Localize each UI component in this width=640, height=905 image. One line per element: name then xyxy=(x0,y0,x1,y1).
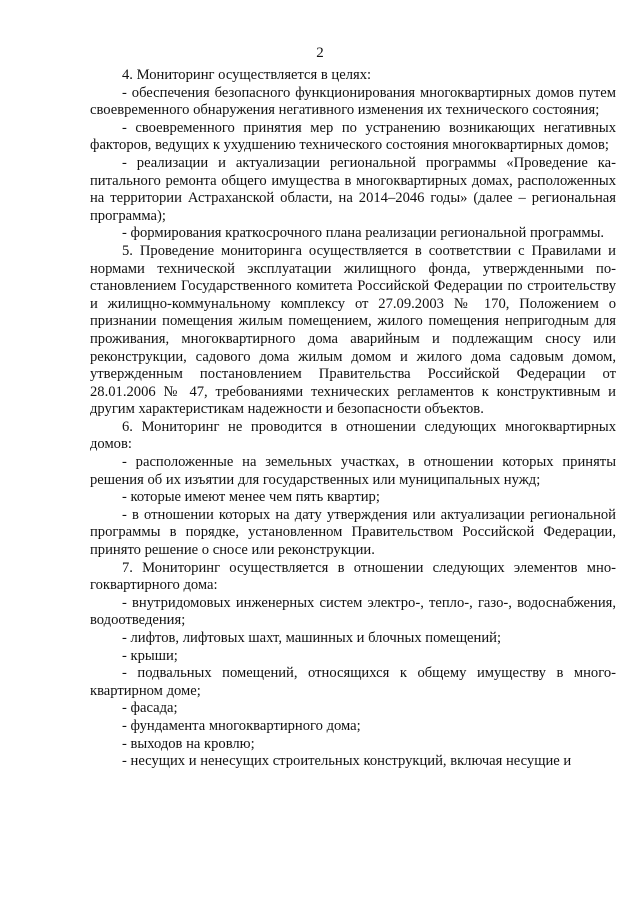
paragraph: 7. Мониторинг осуществляется в отношении следующих элементов многоквартирного дома: xyxy=(90,559,616,594)
list-item: - реализации и актуализации региональной программы «Проведение капитального ремонта общего имущества в многоквартирных домах, расположенных на территории Астраханской области, на 2014–2046 годы» (далее – региональная программа); xyxy=(90,154,616,224)
list-item: - внутридомовых инженерных систем электро-, тепло-, газо-, водоснабжения, водоотведения; xyxy=(90,594,616,629)
list-item: - фасада; xyxy=(122,700,178,717)
paragraph: 6. Мониторинг не проводится в отношении следующих многоквартирных домов: xyxy=(90,418,616,453)
paragraph: 4. Мониторинг осуществляется в целях: xyxy=(122,67,372,83)
list-item: - подвальных помещений, относящихся к общему имуществу в многоквартирном доме; xyxy=(90,665,616,699)
document-body xyxy=(90,67,616,771)
list-item: - крыши; xyxy=(122,647,178,664)
page-number: 2 xyxy=(316,45,324,61)
list-item: - выходов на кровлю; xyxy=(122,735,255,752)
list-item: - формирования краткосрочного плана реализации региональной программы. xyxy=(122,225,605,242)
list-item: - обеспечения безопасного функционирования многоквартирных домов путем своевременного обнаружения негативного изменения их технического состояния; xyxy=(90,84,616,119)
list-item: - несущих и ненесущих строительных конструкций, включая несущие и xyxy=(122,753,572,770)
list-item: - расположенные на земельных участках, в отношении которых приняты решения об их изъятии для государственных или муниципальных нужд; xyxy=(90,454,616,488)
list-item: - лифтов, лифтовых шахт, машинных и блочных помещений; xyxy=(122,630,502,646)
list-item: - в отношении которых на дату утверждения или актуализации региональной программы в порядке, установленном Правительством Российской Федерации, принято решение о сносе или реконструкции. xyxy=(90,506,616,559)
list-item: - своевременного принятия мер по устранению возникающих негативных факторов, ведущих к ухудшению технического состояния многоквартирных домов; xyxy=(90,119,616,154)
list-item: - которые имеют менее чем пять квартир; xyxy=(122,489,380,506)
list-item: - фундамента многоквартирного дома; xyxy=(122,717,361,734)
paragraph: 5. Проведение мониторинга осуществляется в соответствии с Правилами и нормами технической эксплуатации жилищного фонда, утвержденными постановлением Государственного комитета Российской Федерации по строительству и жилищно-коммунальному комплексу от 27.09.2003 № 170, Положением о признании помещения жилым помещением, жилого помещения непригодным для проживания, многоквартирного дома аварийным и подлежащим сносу или реконструкции, садового дома жилым домом и жилого дома садовым домом, утвержденным постановлением Правительства Российской Федерации от 28.01.2006 № 47, требованиями технических регламентов к конструктивным и другим характеристикам надежности и безопасности объектов. xyxy=(90,242,616,418)
